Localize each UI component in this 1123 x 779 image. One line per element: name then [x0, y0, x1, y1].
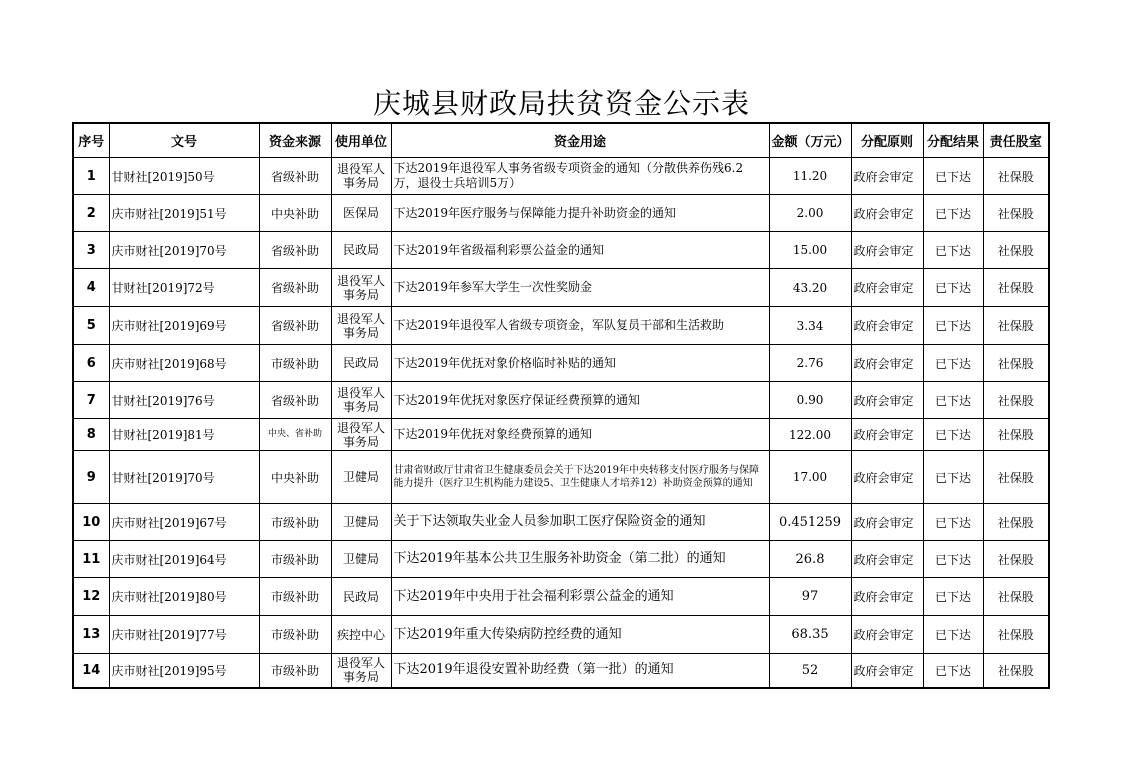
cell-source: 中央补助 — [259, 195, 331, 232]
cell-rule: 政府会审定 — [851, 232, 923, 269]
cell-source: 中央补助 — [259, 451, 331, 504]
cell-result: 已下达 — [923, 307, 983, 345]
cell-no: 5 — [73, 307, 109, 345]
cell-unit: 退役军人事务局 — [331, 654, 391, 688]
cell-unit: 退役军人事务局 — [331, 419, 391, 451]
cell-no: 13 — [73, 616, 109, 654]
cell-rule: 政府会审定 — [851, 345, 923, 382]
cell-no: 4 — [73, 269, 109, 307]
cell-doc: 庆市财社[2019]77号 — [109, 616, 259, 654]
cell-unit: 退役军人事务局 — [331, 382, 391, 419]
cell-purpose: 下达2019年省级福利彩票公益金的通知 — [391, 232, 769, 269]
cell-rule: 政府会审定 — [851, 307, 923, 345]
cell-result: 已下达 — [923, 504, 983, 541]
cell-office: 社保股 — [983, 195, 1049, 232]
cell-result: 已下达 — [923, 195, 983, 232]
table-row — [73, 195, 1049, 232]
cell-office: 社保股 — [983, 158, 1049, 195]
cell-amount: 43.20 — [769, 269, 851, 307]
cell-rule: 政府会审定 — [851, 158, 923, 195]
cell-result: 已下达 — [923, 345, 983, 382]
cell-amount: 2.76 — [769, 345, 851, 382]
cell-unit: 卫健局 — [331, 541, 391, 578]
cell-amount: 3.34 — [769, 307, 851, 345]
cell-doc: 庆市财社[2019]67号 — [109, 504, 259, 541]
header-rule: 分配原则 — [851, 123, 923, 158]
cell-doc: 甘财社[2019]50号 — [109, 158, 259, 195]
cell-amount: 26.8 — [769, 541, 851, 578]
cell-source: 省级补助 — [259, 307, 331, 345]
cell-office: 社保股 — [983, 419, 1049, 451]
cell-office: 社保股 — [983, 232, 1049, 269]
cell-result: 已下达 — [923, 654, 983, 688]
cell-purpose: 下达2019年优抚对象价格临时补贴的通知 — [391, 345, 769, 382]
cell-result: 已下达 — [923, 419, 983, 451]
cell-no: 12 — [73, 578, 109, 616]
fund-table — [72, 122, 1050, 689]
cell-rule: 政府会审定 — [851, 419, 923, 451]
cell-source: 省级补助 — [259, 158, 331, 195]
header-purpose: 资金用途 — [391, 123, 769, 158]
cell-source: 市级补助 — [259, 541, 331, 578]
cell-amount: 11.20 — [769, 158, 851, 195]
header-doc: 文号 — [109, 123, 259, 158]
cell-rule: 政府会审定 — [851, 195, 923, 232]
cell-source: 市级补助 — [259, 345, 331, 382]
cell-purpose: 关于下达领取失业金人员参加职工医疗保险资金的通知 — [391, 504, 769, 541]
cell-doc: 庆市财社[2019]51号 — [109, 195, 259, 232]
header-unit: 使用单位 — [331, 123, 391, 158]
cell-office: 社保股 — [983, 345, 1049, 382]
cell-no: 11 — [73, 541, 109, 578]
cell-purpose: 下达2019年退役安置补助经费（第一批）的通知 — [391, 654, 769, 688]
cell-result: 已下达 — [923, 541, 983, 578]
cell-purpose: 下达2019年医疗服务与保障能力提升补助资金的通知 — [391, 195, 769, 232]
cell-no: 8 — [73, 419, 109, 451]
cell-office: 社保股 — [983, 382, 1049, 419]
table-row — [73, 269, 1049, 307]
cell-purpose: 下达2019年优抚对象医疗保证经费预算的通知 — [391, 382, 769, 419]
cell-result: 已下达 — [923, 578, 983, 616]
cell-no: 9 — [73, 451, 109, 504]
cell-amount: 52 — [769, 654, 851, 688]
cell-rule: 政府会审定 — [851, 451, 923, 504]
cell-unit: 民政局 — [331, 345, 391, 382]
cell-office: 社保股 — [983, 654, 1049, 688]
header-source: 资金来源 — [259, 123, 331, 158]
cell-rule: 政府会审定 — [851, 616, 923, 654]
cell-purpose: 下达2019年重大传染病防控经费的通知 — [391, 616, 769, 654]
cell-amount: 122.00 — [769, 419, 851, 451]
cell-doc: 庆市财社[2019]69号 — [109, 307, 259, 345]
cell-office: 社保股 — [983, 616, 1049, 654]
cell-amount: 0.90 — [769, 382, 851, 419]
table-row — [73, 382, 1049, 419]
table-row — [73, 541, 1049, 578]
cell-source: 市级补助 — [259, 654, 331, 688]
cell-source: 省级补助 — [259, 269, 331, 307]
cell-purpose: 下达2019年中央用于社会福利彩票公益金的通知 — [391, 578, 769, 616]
table-row — [73, 307, 1049, 345]
cell-rule: 政府会审定 — [851, 541, 923, 578]
header-result: 分配结果 — [923, 123, 983, 158]
cell-amount: 0.451259 — [769, 504, 851, 541]
cell-purpose: 下达2019年优抚对象经费预算的通知 — [391, 419, 769, 451]
header-row — [73, 123, 1049, 158]
cell-source: 市级补助 — [259, 504, 331, 541]
cell-no: 1 — [73, 158, 109, 195]
cell-amount: 17.00 — [769, 451, 851, 504]
cell-result: 已下达 — [923, 158, 983, 195]
table-row — [73, 451, 1049, 504]
cell-doc: 庆市财社[2019]80号 — [109, 578, 259, 616]
cell-purpose: 下达2019年参军大学生一次性奖励金 — [391, 269, 769, 307]
cell-unit: 退役军人事务局 — [331, 269, 391, 307]
cell-purpose: 下达2019年退役军人省级专项资金，军队复员干部和生活救助 — [391, 307, 769, 345]
cell-unit: 医保局 — [331, 195, 391, 232]
cell-result: 已下达 — [923, 451, 983, 504]
table-row — [73, 504, 1049, 541]
table-row — [73, 232, 1049, 269]
cell-office: 社保股 — [983, 578, 1049, 616]
cell-rule: 政府会审定 — [851, 504, 923, 541]
cell-office: 社保股 — [983, 504, 1049, 541]
cell-unit: 疾控中心 — [331, 616, 391, 654]
cell-unit: 退役军人事务局 — [331, 307, 391, 345]
cell-unit: 卫健局 — [331, 504, 391, 541]
cell-no: 2 — [73, 195, 109, 232]
cell-doc: 甘财社[2019]81号 — [109, 419, 259, 451]
cell-purpose: 下达2019年退役军人事务省级专项资金的通知（分散供养伤残6.2万，退役士兵培训5万） — [391, 158, 769, 195]
table-row — [73, 654, 1049, 688]
cell-doc: 庆市财社[2019]70号 — [109, 232, 259, 269]
cell-purpose: 甘肃省财政厅甘肃省卫生健康委员会关于下达2019年中央转移支付医疗服务与保障能力提升（医疗卫生机构能力建设5、卫生健康人才培养12）补助资金预算的通知 — [391, 451, 769, 504]
cell-doc: 甘财社[2019]70号 — [109, 451, 259, 504]
cell-rule: 政府会审定 — [851, 654, 923, 688]
cell-office: 社保股 — [983, 451, 1049, 504]
cell-source: 市级补助 — [259, 616, 331, 654]
cell-no: 7 — [73, 382, 109, 419]
cell-unit: 卫健局 — [331, 451, 391, 504]
header-amount: 金额（万元） — [769, 123, 851, 158]
cell-no: 3 — [73, 232, 109, 269]
table-row — [73, 616, 1049, 654]
cell-office: 社保股 — [983, 269, 1049, 307]
cell-unit: 民政局 — [331, 232, 391, 269]
cell-no: 14 — [73, 654, 109, 688]
cell-source: 省级补助 — [259, 382, 331, 419]
cell-unit: 民政局 — [331, 578, 391, 616]
cell-source: 市级补助 — [259, 578, 331, 616]
cell-doc: 庆市财社[2019]68号 — [109, 345, 259, 382]
cell-amount: 15.00 — [769, 232, 851, 269]
cell-doc: 庆市财社[2019]64号 — [109, 541, 259, 578]
cell-result: 已下达 — [923, 232, 983, 269]
cell-rule: 政府会审定 — [851, 578, 923, 616]
cell-rule: 政府会审定 — [851, 382, 923, 419]
cell-office: 社保股 — [983, 307, 1049, 345]
table-row — [73, 158, 1049, 195]
cell-office: 社保股 — [983, 541, 1049, 578]
header-no: 序号 — [73, 123, 109, 158]
cell-no: 10 — [73, 504, 109, 541]
cell-unit: 退役军人事务局 — [331, 158, 391, 195]
cell-source: 中央、省补助 — [259, 419, 331, 451]
cell-amount: 68.35 — [769, 616, 851, 654]
cell-amount: 97 — [769, 578, 851, 616]
cell-doc: 庆市财社[2019]95号 — [109, 654, 259, 688]
header-office: 责任股室 — [983, 123, 1049, 158]
table-row — [73, 578, 1049, 616]
table-row — [73, 419, 1049, 451]
cell-source: 省级补助 — [259, 232, 331, 269]
table-row — [73, 345, 1049, 382]
cell-doc: 甘财社[2019]76号 — [109, 382, 259, 419]
cell-doc: 甘财社[2019]72号 — [109, 269, 259, 307]
cell-result: 已下达 — [923, 382, 983, 419]
cell-result: 已下达 — [923, 269, 983, 307]
page-title: 庆城县财政局扶贫资金公示表 — [372, 87, 750, 120]
cell-amount: 2.00 — [769, 195, 851, 232]
cell-rule: 政府会审定 — [851, 269, 923, 307]
cell-result: 已下达 — [923, 616, 983, 654]
cell-purpose: 下达2019年基本公共卫生服务补助资金（第二批）的通知 — [391, 541, 769, 578]
cell-no: 6 — [73, 345, 109, 382]
